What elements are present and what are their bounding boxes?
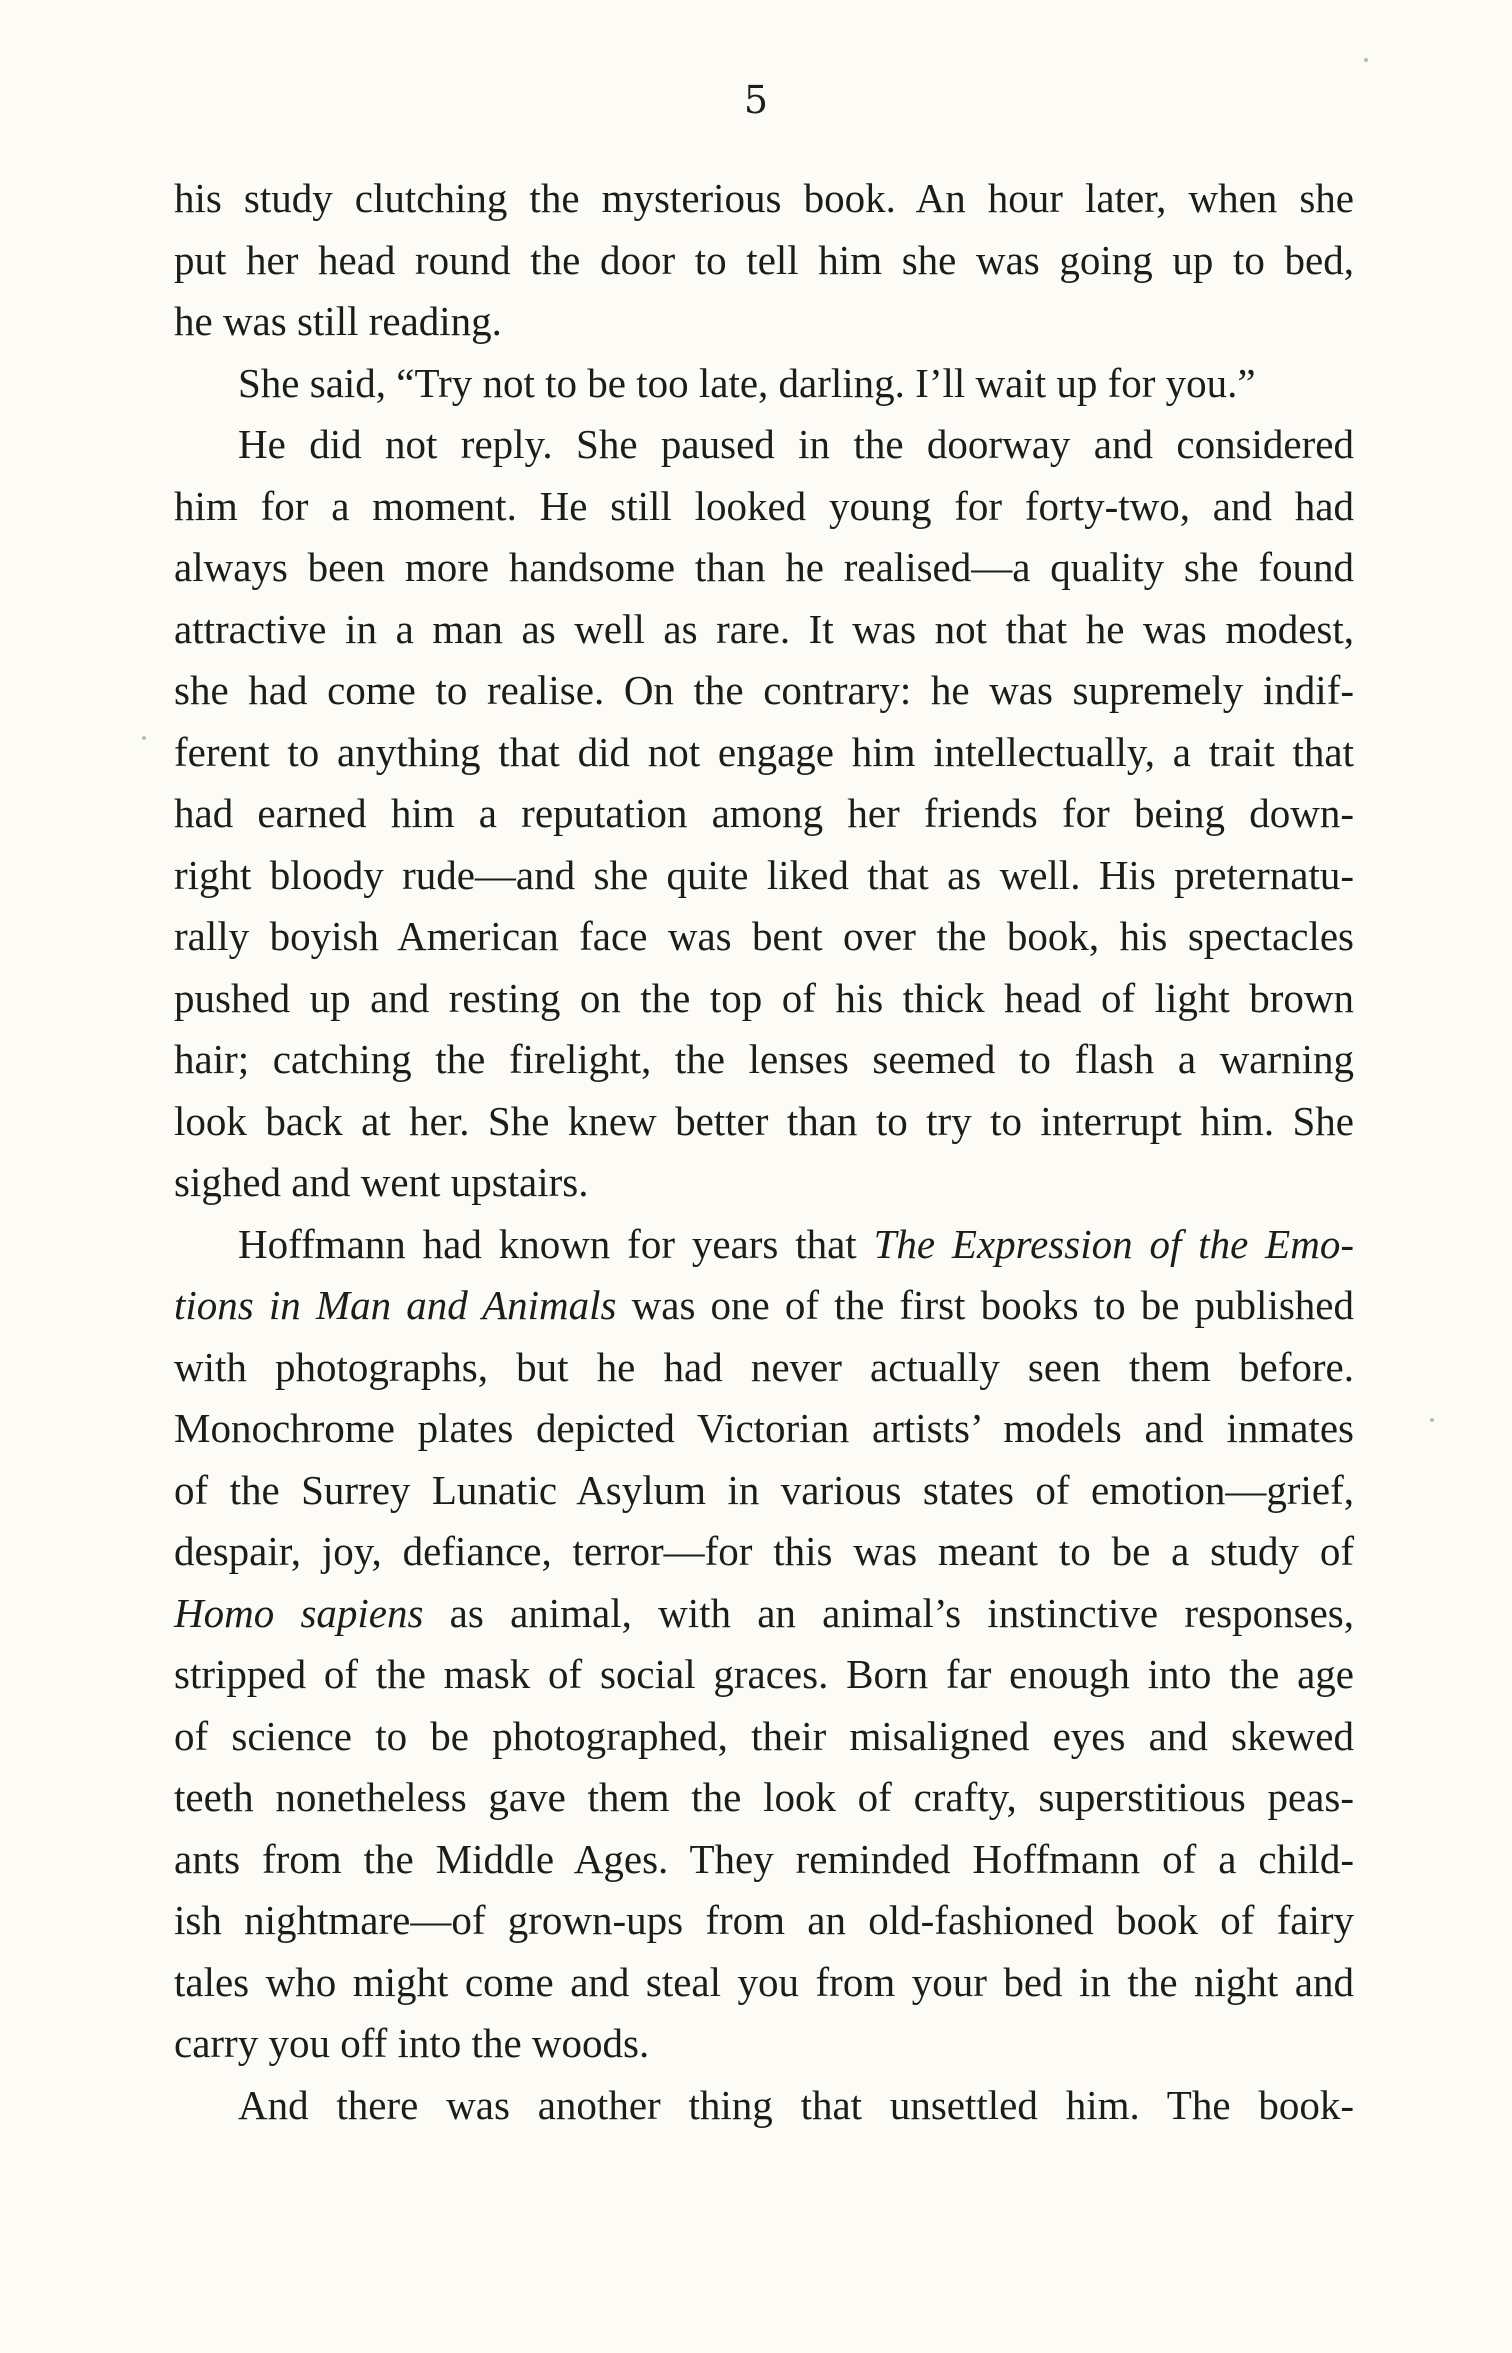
line-text: right bloody rude—and she quite liked that as well. His preternatu-: [174, 851, 1354, 898]
text-line: [174, 414, 1354, 476]
text-line: [174, 1952, 1354, 2014]
text-line: [174, 1091, 1354, 1153]
line-text: as animal, with an animal’s instinctive responses,: [423, 1589, 1355, 1636]
text-line: [174, 1706, 1354, 1768]
paper-speck: [142, 736, 146, 740]
text-line: [174, 1521, 1354, 1583]
line-text: of science to be photographed, their misaligned eyes and skewed: [174, 1712, 1354, 1759]
line-text: look back at her. She knew better than to try to interrupt him. She: [174, 1097, 1354, 1144]
line-text: And there was another thing that unsettled him. The book-: [238, 2081, 1354, 2128]
line-text: teeth nonetheless gave them the look of crafty, superstitious peas-: [174, 1774, 1354, 1820]
text-line: [174, 1029, 1354, 1091]
text-line: [174, 168, 1354, 230]
paragraph: [174, 414, 1354, 1214]
text-line: [174, 660, 1354, 722]
line-text: stripped of the mask of social graces. Born far enough into the age: [174, 1651, 1354, 1697]
line-text: his study clutching the mysterious book. An hour later, when she: [174, 175, 1354, 221]
line-text: of the Surrey Lunatic Asylum in various states of emotion—grief,: [174, 1466, 1354, 1513]
line-text: hair; catching the firelight, the lenses seemed to flash a warning: [174, 1036, 1354, 1082]
text-line: [174, 1829, 1354, 1891]
line-text: ish nightmare—of grown-ups from an old-fashioned book of fairy: [174, 1897, 1354, 1943]
italic-title-text: The Expression of the Emo-: [873, 1220, 1354, 1267]
line-text: was one of the first books to be published: [616, 1282, 1354, 1328]
page-number: 5: [743, 78, 769, 122]
text-line: [174, 1767, 1354, 1829]
text-line: [174, 291, 1354, 353]
line-text: tales who might come and steal you from your bed in the night and: [174, 1958, 1354, 2005]
line-text: pushed up and resting on the top of his thick head of light brown: [174, 974, 1354, 1021]
text-line: [174, 1275, 1354, 1337]
line-text: carry you off into the woods.: [174, 2020, 650, 2066]
text-line: [174, 906, 1354, 968]
paragraph: [174, 1214, 1354, 2075]
text-line: [174, 1337, 1354, 1399]
text-line: [174, 2075, 1354, 2137]
text-line: [174, 1398, 1354, 1460]
italic-title-text: tions in Man and Animals: [174, 1282, 617, 1328]
text-line: [174, 1152, 1354, 1214]
line-text: Monochrome plates depicted Victorian artists’ models and inmates: [174, 1405, 1354, 1451]
line-text: rally boyish American face was bent over the book, his spectacles: [174, 913, 1354, 959]
text-line: [174, 230, 1354, 292]
line-text: ferent to anything that did not engage him intellectually, a trait that: [174, 728, 1354, 775]
line-text: attractive in a man as well as rare. It was not that he was modest,: [174, 605, 1354, 652]
text-line: [174, 783, 1354, 845]
text-line: [174, 1644, 1354, 1706]
text-line: [174, 1214, 1354, 1276]
line-text: despair, joy, defiance, terror—for this was meant to be a study of: [174, 1528, 1354, 1574]
line-text: she had come to realise. On the contrary: he was supremely indif-: [174, 667, 1354, 713]
text-line: [174, 1890, 1354, 1952]
line-text: he was still reading.: [174, 298, 502, 344]
paper-speck: [1364, 58, 1368, 62]
text-line: [174, 845, 1354, 907]
line-text: He did not reply. She paused in the doorway and considered: [238, 421, 1354, 467]
text-line: [174, 1583, 1354, 1645]
italic-title-text: Homo sapiens: [174, 1589, 424, 1636]
line-text: ants from the Middle Ages. They reminded Hoffmann of a child-: [174, 1835, 1354, 1882]
paragraph: [174, 2075, 1354, 2137]
paragraph: [174, 353, 1354, 415]
line-text: had earned him a reputation among her friends for being down-: [174, 790, 1354, 836]
text-line: [174, 476, 1354, 538]
line-text: put her head round the door to tell him she was going up to bed,: [174, 236, 1354, 283]
text-line: [174, 599, 1354, 661]
paragraph: [174, 168, 1354, 353]
line-text: always been more handsome than he realised—a quality she found: [174, 544, 1354, 590]
text-line: [174, 537, 1354, 599]
paper-speck: [1430, 1418, 1434, 1422]
text-line: [174, 1460, 1354, 1522]
text-line: [174, 968, 1354, 1030]
line-text: him for a moment. He still looked young for forty-two, and had: [174, 482, 1354, 529]
text-line: [174, 722, 1354, 784]
line-text: Hoffmann had known for years that: [238, 1220, 874, 1267]
text-line: [174, 2013, 1354, 2075]
line-text: sighed and went upstairs.: [174, 1159, 589, 1205]
text-line: [174, 353, 1354, 415]
body-text: [174, 168, 1354, 2136]
line-text: She said, “Try not to be too late, darling. I’ll wait up for you.”: [238, 359, 1256, 406]
line-text: with photographs, but he had never actually seen them before.: [174, 1343, 1354, 1390]
